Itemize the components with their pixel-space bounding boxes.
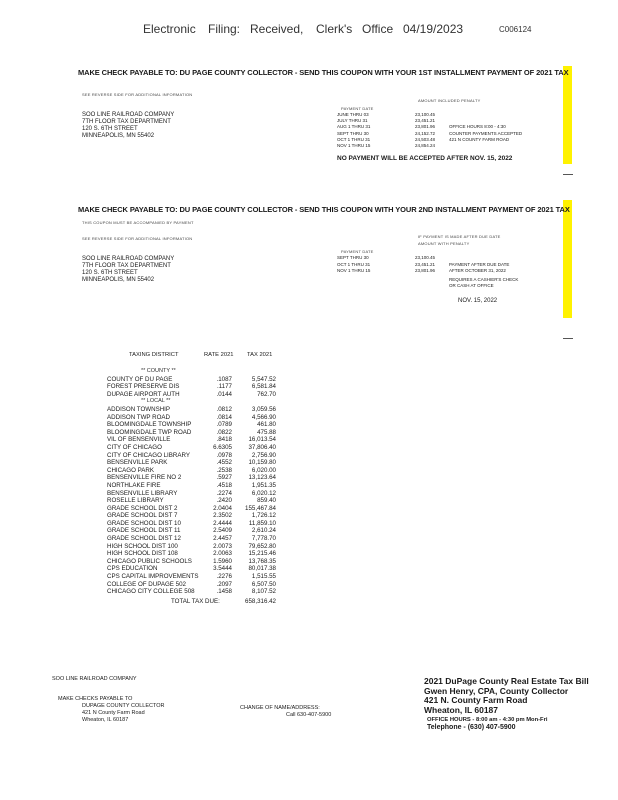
district-tax: 859.40 <box>257 497 276 505</box>
collector-street: 421 N. County Farm Road <box>424 695 528 705</box>
coupon1-right-label: AMOUNT INCLUDED PENALTY <box>418 98 481 103</box>
schedule-date: JUNE THRU 03 <box>337 112 369 117</box>
highlight-bar <box>563 200 572 318</box>
district-rate: 2.3502 <box>213 512 232 520</box>
header-clerks: Clerk's <box>316 22 353 36</box>
district-tax: 80,017.38 <box>248 565 276 573</box>
side-note: REQUIRES A CASHIER'S CHECK <box>449 277 519 282</box>
footer-payable-label: MAKE CHECKS PAYABLE TO <box>58 696 133 702</box>
table-row <box>107 527 276 535</box>
district-tax: 13,123.64 <box>248 474 276 482</box>
table-row <box>107 490 276 498</box>
district-tax: 11,859.10 <box>248 519 276 527</box>
table-row <box>107 565 276 573</box>
table-row <box>107 467 276 475</box>
district-rate: .0789 <box>216 421 232 429</box>
district-name: ROSELLE LIBRARY <box>107 497 164 505</box>
district-name: FOREST PRESERVE DIS <box>107 383 180 391</box>
district-rate: .4518 <box>216 481 232 489</box>
district-tax: 3,059.56 <box>251 405 276 413</box>
bill-title: 2021 DuPage County Real Estate Tax Bill <box>424 676 589 686</box>
total-value: 658,316.42 <box>245 597 276 605</box>
schedule-amount: 23,451.21 <box>415 261 436 267</box>
schedule-date: NOV 1 THRU 15 <box>337 268 371 274</box>
address-line: 120 S. 6TH STREET <box>82 270 138 276</box>
district-rate: .2420 <box>216 497 232 505</box>
coupon2-schedule <box>337 255 547 275</box>
tax-table <box>107 368 276 605</box>
document-id: C006124 <box>499 25 532 34</box>
schedule-date: JULY THRU 31 <box>337 118 368 124</box>
district-rate: .0822 <box>216 428 232 436</box>
district-rate: .0812 <box>216 405 232 413</box>
district-tax: 79,652.80 <box>248 542 276 550</box>
district-name: BLOOMINGDALE TOWNSHIP <box>107 421 192 429</box>
district-name: CPS CAPITAL IMPROVEMENTS <box>107 573 199 581</box>
table-row <box>107 459 276 467</box>
district-rate: .4552 <box>216 459 232 467</box>
district-tax: 37,806.40 <box>248 443 276 451</box>
district-rate: .2274 <box>216 489 232 497</box>
coupon1-schedule <box>337 112 547 149</box>
table-row <box>107 588 276 596</box>
total-row <box>107 598 276 606</box>
schedule-amount: 23,100.45 <box>415 112 436 117</box>
col-rate: RATE 2021 <box>204 352 234 358</box>
table-row <box>107 376 276 384</box>
payable-line: Wheaton, IL 60187 <box>82 717 129 723</box>
district-name: GRADE SCHOOL DIST 2 <box>107 504 178 512</box>
footer-change-label: CHANGE OF NAME/ADDRESS: <box>240 705 320 711</box>
district-name: CHICAGO PARK <box>107 466 154 474</box>
total-label: TOTAL TAX DUE: <box>171 597 220 605</box>
side-note: OR CASH AT OFFICE <box>449 283 494 289</box>
schedule-note: OFFICE HOURS 8:00 - 4:30 <box>449 124 506 130</box>
district-rate: 2.0404 <box>213 504 232 512</box>
county-section-label: ** COUNTY ** <box>141 368 176 374</box>
district-tax: 13,768.35 <box>248 557 276 565</box>
district-rate: .2538 <box>216 466 232 474</box>
schedule-note: PAYMENT AFTER DUE DATE <box>449 261 510 267</box>
district-name: HIGH SCHOOL DIST 108 <box>107 550 178 558</box>
district-tax: 6,507.50 <box>251 580 276 588</box>
coupon2-schedule-header: PAYMENT DATE <box>341 249 374 254</box>
district-tax: 10,159.80 <box>248 459 276 467</box>
district-rate: .2097 <box>216 580 232 588</box>
district-name: NORTHLAKE FIRE <box>107 481 161 489</box>
district-rate: 1.5960 <box>213 557 232 565</box>
district-name: ADDISON TOWNSHIP <box>107 405 171 413</box>
district-name: GRADE SCHOOL DIST 7 <box>107 512 178 520</box>
district-tax: 1,515.55 <box>251 573 276 581</box>
local-section-label: ** LOCAL ** <box>141 398 171 405</box>
address-line: MINNEAPOLIS, MN 55402 <box>82 277 155 283</box>
schedule-note: 421 N COUNTY FARM ROAD <box>449 136 510 142</box>
table-row <box>107 444 276 452</box>
district-rate: .0978 <box>216 451 232 459</box>
district-name: COLLEGE OF DUPAGE 502 <box>107 580 186 588</box>
district-tax: 7,778.70 <box>251 535 276 543</box>
payable-line: 421 N County Farm Road <box>82 710 145 716</box>
table-row <box>107 558 276 566</box>
district-name: CITY OF CHICAGO <box>107 443 162 451</box>
table-row <box>107 550 276 558</box>
table-row <box>107 535 276 543</box>
schedule-note: AFTER OCTOBER 31, 2022 <box>449 268 506 274</box>
table-row <box>107 482 276 490</box>
table-row <box>107 512 276 520</box>
coupon2-title: MAKE CHECK PAYABLE TO: DU PAGE COUNTY COLLECTOR - SEND THIS COUPON WITH YOUR 2ND INSTALLMENT PAYMENT OF 2021 TAX <box>78 205 570 214</box>
header-office: Office <box>362 22 394 36</box>
district-name: CPS EDUCATION <box>107 565 158 573</box>
district-name: BENSENVILLE PARK <box>107 459 168 467</box>
coupon2-right-label-2: AMOUNT WITH PENALTY <box>418 241 470 246</box>
schedule-row <box>337 262 547 269</box>
coupon2-small-label: THIS COUPON MUST BE ACCOMPANIED BY PAYMENT <box>82 220 194 225</box>
district-rate: .2276 <box>216 573 232 581</box>
district-name: GRADE SCHOOL DIST 10 <box>107 519 181 527</box>
schedule-row <box>337 255 547 262</box>
schedule-amount: 24,152.72 <box>415 130 436 136</box>
schedule-amount: 23,801.96 <box>415 268 436 274</box>
district-name: CITY OF CHICAGO LIBRARY <box>107 451 190 459</box>
table-row <box>107 391 276 399</box>
schedule-row <box>337 143 547 149</box>
schedule-note: COUNTER PAYMENTS ACCEPTED <box>449 130 523 136</box>
district-name: BLOOMINGDALE TWP ROAD <box>107 428 192 436</box>
table-row <box>107 436 276 444</box>
table-row <box>107 581 276 589</box>
district-name: GRADE SCHOOL DIST 12 <box>107 535 181 543</box>
district-tax: 2,610.24 <box>251 527 276 535</box>
table-row <box>107 573 276 581</box>
highlight-bar <box>563 66 572 164</box>
district-name: BENSENVILLE LIBRARY <box>107 489 178 497</box>
district-rate: 2.5409 <box>213 527 232 535</box>
coupon1-small-label: SEE REVERSE SIDE FOR ADDITIONAL INFORMATION <box>82 92 193 97</box>
district-name: CHICAGO PUBLIC SCHOOLS <box>107 557 192 565</box>
footer-bill-info <box>424 677 589 715</box>
district-rate: .5927 <box>216 474 232 482</box>
schedule-row <box>337 268 547 275</box>
district-rate: 2.4444 <box>213 519 232 527</box>
table-row <box>107 406 276 414</box>
footer-change-phone: Call 630-407-5900 <box>286 712 332 718</box>
schedule-amount: 24,854.24 <box>415 142 436 148</box>
coupon1-notice: NO PAYMENT WILL BE ACCEPTED AFTER NOV. 15, 2022 <box>337 155 513 162</box>
margin-tick <box>563 174 573 175</box>
footer-payable <box>82 703 165 724</box>
district-name: ADDISON TWP ROAD <box>107 413 171 421</box>
district-tax: 4,566.90 <box>251 413 276 421</box>
address-line: SOO LINE RAILROAD COMPANY <box>82 112 175 118</box>
table-row <box>107 383 276 391</box>
district-tax: 8,107.52 <box>251 588 276 596</box>
office-hours: OFFICE HOURS - 8:00 am - 4:30 pm Mon-Fri <box>427 717 548 723</box>
district-tax: 16,013.54 <box>248 436 276 444</box>
address-line: MINNEAPOLIS, MN 55402 <box>82 133 155 139</box>
district-tax: 1,726.12 <box>251 512 276 520</box>
coupon1-address <box>82 112 174 140</box>
district-rate: .1177 <box>216 383 232 391</box>
margin-tick <box>563 338 573 339</box>
col-district: TAXING DISTRICT <box>129 352 179 358</box>
table-row <box>107 543 276 551</box>
col-tax: TAX 2021 <box>247 352 273 358</box>
coupon1-title: MAKE CHECK PAYABLE TO: DU PAGE COUNTY COLLECTOR - SEND THIS COUPON WITH YOUR 1ST INSTALLMENT PAYMENT OF 2021 TAX <box>78 68 569 77</box>
district-tax: 5,547.52 <box>251 375 276 383</box>
header-received: Received, <box>250 22 304 36</box>
schedule-date: NOV 1 THRU 15 <box>337 142 371 148</box>
address-line: 120 S. 6TH STREET <box>82 126 138 132</box>
district-rate: 2.0073 <box>213 542 232 550</box>
district-name: HIGH SCHOOL DIST 100 <box>107 542 178 550</box>
coupon2-due-date: NOV. 15, 2022 <box>458 298 498 304</box>
district-tax: 6,581.84 <box>251 383 276 391</box>
district-rate: .0144 <box>216 390 232 398</box>
address-line: 7TH FLOOR TAX DEPARTMENT <box>82 263 171 269</box>
collector-name: Gwen Henry, CPA, County Collector <box>424 685 569 696</box>
district-tax: 15,215.46 <box>248 550 276 558</box>
address-line: 7TH FLOOR TAX DEPARTMENT <box>82 119 171 125</box>
district-tax: 762.70 <box>257 390 276 398</box>
coupon2-address <box>82 256 174 284</box>
schedule-amount: 23,100.45 <box>415 255 436 260</box>
table-row <box>107 474 276 482</box>
schedule-date: SEPT THRU 30 <box>337 130 369 136</box>
district-rate: .1458 <box>216 588 232 596</box>
table-row <box>107 505 276 513</box>
schedule-amount: 24,503.48 <box>415 136 436 142</box>
district-name: CHICAGO CITY COLLEGE 508 <box>107 588 195 596</box>
district-rate: .0814 <box>216 413 232 421</box>
footer-company: SOO LINE RAILROAD COMPANY <box>52 676 137 682</box>
district-name: GRADE SCHOOL DIST 11 <box>107 527 181 535</box>
schedule-date: OCT 1 THRU 31 <box>337 261 371 267</box>
district-rate: .8418 <box>216 436 232 444</box>
district-tax: 2,756.90 <box>251 451 276 459</box>
district-name: DUPAGE AIRPORT AUTH <box>107 390 180 398</box>
schedule-date: SEPT THRU 30 <box>337 255 369 260</box>
district-tax: 6,020.12 <box>251 489 276 497</box>
payable-line: DUPAGE COUNTY COLLECTOR <box>82 703 165 709</box>
coupon1-schedule-header: PAYMENT DATE <box>341 106 374 111</box>
schedule-amount: 23,801.96 <box>415 124 436 130</box>
header-electronic: Electronic <box>143 22 196 36</box>
header-date: 04/19/2023 <box>403 22 464 36</box>
district-rate: 2.0063 <box>213 550 232 558</box>
schedule-amount: 23,451.21 <box>415 118 436 124</box>
district-tax: 6,020.00 <box>251 466 276 474</box>
address-line: SOO LINE RAILROAD COMPANY <box>82 256 175 262</box>
coupon2-small-label-2: SEE REVERSE SIDE FOR ADDITIONAL INFORMATION <box>82 236 193 241</box>
district-name: BENSENVILLE FIRE NO 2 <box>107 474 182 482</box>
district-rate: .1087 <box>216 375 232 383</box>
district-tax: 461.80 <box>257 421 276 429</box>
header-filing: Filing: <box>208 22 241 36</box>
schedule-date: OCT 1 THRU 31 <box>337 136 371 142</box>
coupon2-side-notes <box>449 277 518 289</box>
district-rate: 6.6305 <box>213 443 232 451</box>
table-row <box>107 520 276 528</box>
table-row <box>107 429 276 437</box>
office-telephone: Telephone - (630) 407-5900 <box>427 724 516 731</box>
district-tax: 475.88 <box>257 428 276 436</box>
district-tax: 155,467.84 <box>245 504 276 512</box>
table-row <box>107 421 276 429</box>
coupon2-right-label: IF PAYMENT IS MADE AFTER DUE DATE <box>418 234 501 239</box>
district-rate: 3.5444 <box>213 565 232 573</box>
local-rows <box>107 406 276 596</box>
district-rate: 2.4457 <box>213 535 232 543</box>
table-row <box>107 452 276 460</box>
table-row <box>107 414 276 422</box>
schedule-date: AUG 1 THRU 31 <box>337 124 371 130</box>
district-tax: 1,951.35 <box>251 481 276 489</box>
table-row <box>107 497 276 505</box>
district-name: COUNTY OF DU PAGE <box>107 375 173 383</box>
collector-city: Wheaton, IL 60187 <box>424 704 499 715</box>
district-name: VIL OF BENSENVILLE <box>107 436 171 444</box>
